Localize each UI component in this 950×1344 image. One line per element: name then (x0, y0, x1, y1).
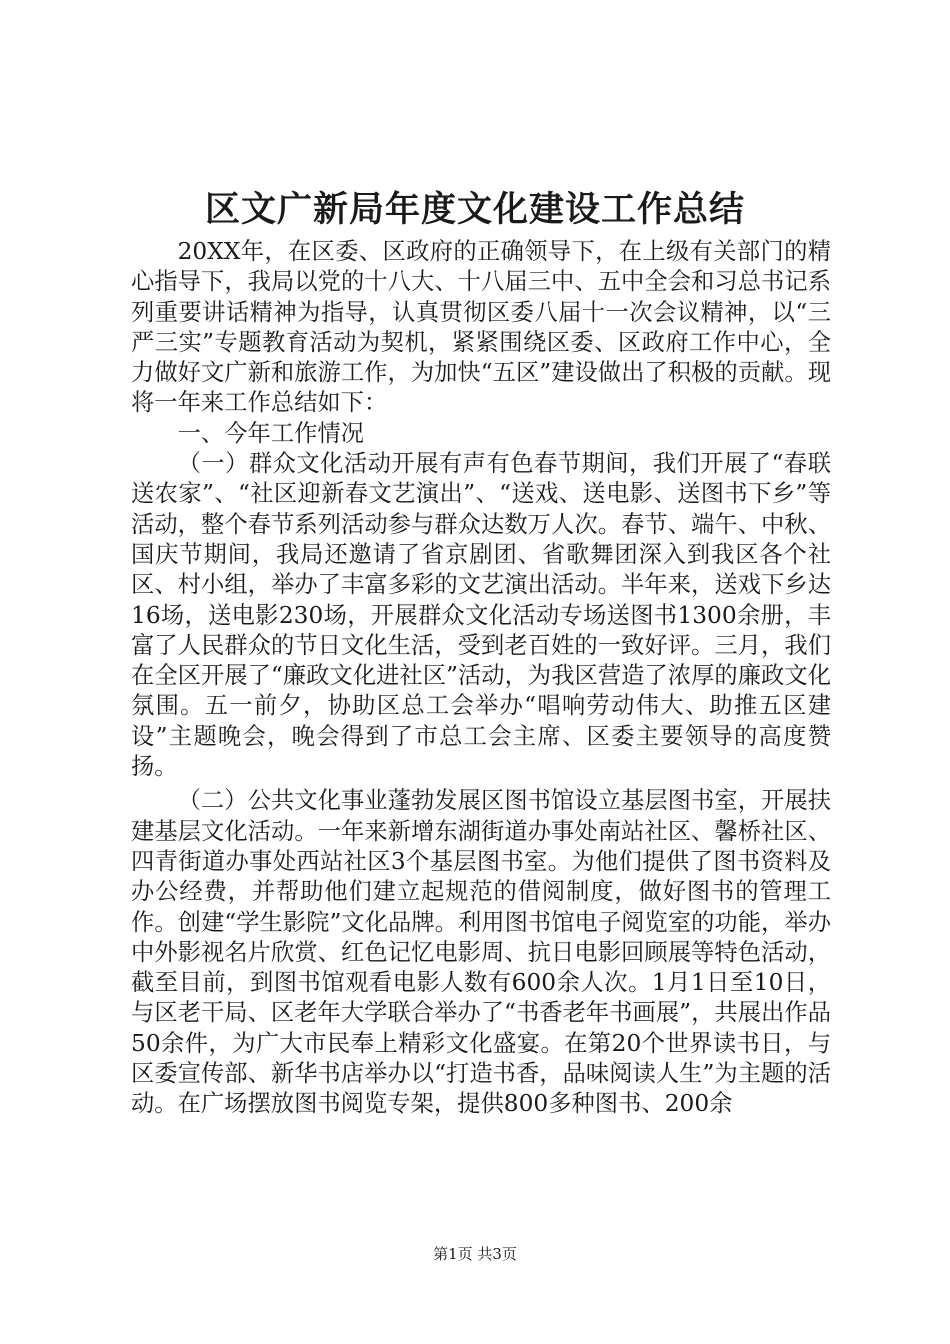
section-heading: 一、今年工作情况 (177, 419, 364, 447)
intro-paragraph: 20XX年，在区委、区政府的正确领导下，在上级有关部门的精心指导下，我局以党的十八大、十八届三中、五中全会和习总书记系列重要讲话精神为指导，认真贯彻区委八届十一次会议精神，以“三严三实”专题教育活动为契机，紧紧围绕区委、区政府工作中心，全力做好文广新和旅游工作，为加快“五区”建设做出了积极的贡献。现将一年来工作总结如下： (131, 238, 831, 417)
page-number-footer: 第1页 共3页 (433, 1245, 517, 1263)
document-title: 区文广新局年度文化建设工作总结 (204, 189, 745, 230)
subsection-paragraph-2: （二）公共文化事业蓬勃发展区图书馆设立基层图书室，开展扶建基层文化活动。一年来新增东湖街道办事处南站社区、馨桥社区、四青街道办事处西站社区3个基层图书室。为他们提供了图书资料及办公经费，并帮助他们建立起规范的借阅制度，做好图书的管理工作。创建“学生影院”文化品牌。利用图书馆电子阅览室的功能，举办中外影视名片欣赏、红色记忆电影周、抗日电影回顾展等特色活动，截至目前，到图书馆观看电影人数有600余人次。1月1日至10日，与区老干局、区老年大学联合举办了“书香老年书画展”，共展出作品50余件，为广大市民奉上精彩文化盛宴。在第20个世界读书日，与区委宣传部、新华书店举办以“打造书香，品味阅读人生”为主题的活动。在广场摆放图书阅览专架，提供800多种图书、200余 (131, 787, 831, 1118)
subsection-paragraph-1: （一）群众文化活动开展有声有色春节期间，我们开展了“春联送农家”、“社区迎新春文艺演出”、“送戏、送电影、送图书下乡”等活动，整个春节系列活动参与群众达数万人次。春节、端午、中秋、国庆节期间，我局还邀请了省京剧团、省歌舞团深入到我区各个社区、村小组，举办了丰富多彩的文艺演出活动。半年来，送戏下乡达16场，送电影230场，开展群众文化活动专场送图书1300余册，丰富了人民群众的节日文化生活，受到老百姓的一致好评。三月，我们在全区开展了“廉政文化进社区”活动，为我区营造了浓厚的廉政文化氛围。五一前夕，协助区总工会举办“唱响劳动伟大、助推五区建设”主题晚会，晚会得到了市总工会主席、区委主要领导的高度赞扬。 (131, 450, 831, 781)
document-body (131, 237, 831, 1120)
